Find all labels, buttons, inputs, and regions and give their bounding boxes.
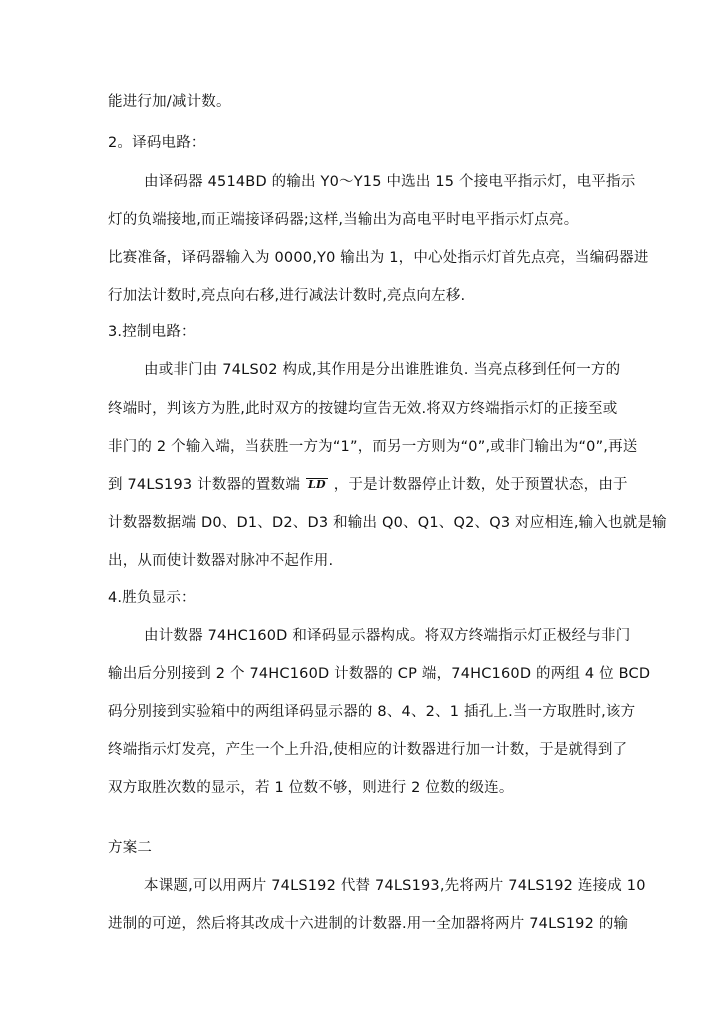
paragraph-line: 进制的可逆，然后将其改成十六进制的计数器.用一全加器将两片 74LS192 的输	[108, 916, 629, 932]
paragraph-line: 比赛准备，译码器输入为 0000,Y0 输出为 1，中心处指示灯首先点亮，当编码器进	[108, 250, 649, 266]
paragraph-line: 终端指示灯发亮，产生一个上升沿,使相应的计数器进行加一计数，于是就得到了	[108, 742, 628, 758]
text-run: 到 74LS193 计数器的置数端	[108, 477, 301, 493]
paragraph-line: 行加法计数时,亮点向右移,进行减法计数时,亮点向左移.	[108, 288, 466, 304]
ld-overline-symbol: LD	[308, 478, 326, 491]
paragraph-line: 由计数器 74HC160D 和译码显示器构成。将双方终端指示灯正极经与非门	[144, 628, 631, 644]
paragraph-line: 由或非门由 74LS02 构成,其作用是分出谁胜谁负. 当亮点移到任何一方的	[144, 362, 621, 378]
paragraph-line	[108, 475, 628, 495]
paragraph-line: 输出后分别接到 2 个 74HC160D 计数器的 CP 端，74HC160D 的两组 4 位 BCD	[108, 666, 651, 682]
paragraph-line: 终端时，判该方为胜,此时双方的按键均宣告无效.将双方终端指示灯的正接至或	[108, 401, 618, 417]
section-heading-control: 3.控制电路：	[108, 324, 196, 340]
paragraph-line: 计数器数据端 D0、D1、D2、D3 和输出 Q0、Q1、Q2、Q3 对应相连,输入也就是输	[108, 515, 667, 531]
paragraph-line: 出，从而使计数器对脉冲不起作用.	[108, 553, 334, 569]
paragraph-line: 灯的负端接地,而正端接译码器;这样,当输出为高电平时电平指示灯点亮。	[108, 212, 579, 228]
paragraph-line: 码分别接到实验箱中的两组译码显示器的 8、4、2、1 插孔上.当一方取胜时,该方	[108, 704, 636, 720]
section-heading-decoder: 2。译码电路：	[108, 135, 206, 151]
paragraph-line: 由译码器 4514BD 的输出 Y0～Y15 中选出 15 个接电平指示灯，电平指示	[144, 174, 636, 190]
paragraph-line: 非门的 2 个输入端，当获胜一方为“1”，而另一方则为“0”,或非门输出为“0”,再送	[108, 439, 638, 455]
section-heading-result-display: 4.胜负显示：	[108, 590, 196, 606]
paragraph-line: 双方取胜次数的显示，若 1 位数不够，则进行 2 位数的级连。	[108, 780, 514, 796]
text-run: ，于是计数器停止计数，处于预置状态，由于	[333, 477, 628, 493]
paragraph-line: 本课题,可以用两片 74LS192 代替 74LS193,先将两片 74LS192 连接成 10	[144, 878, 646, 894]
section-heading-plan-two: 方案二	[108, 840, 153, 856]
paragraph-line: 能进行加/减计数。	[108, 94, 231, 110]
